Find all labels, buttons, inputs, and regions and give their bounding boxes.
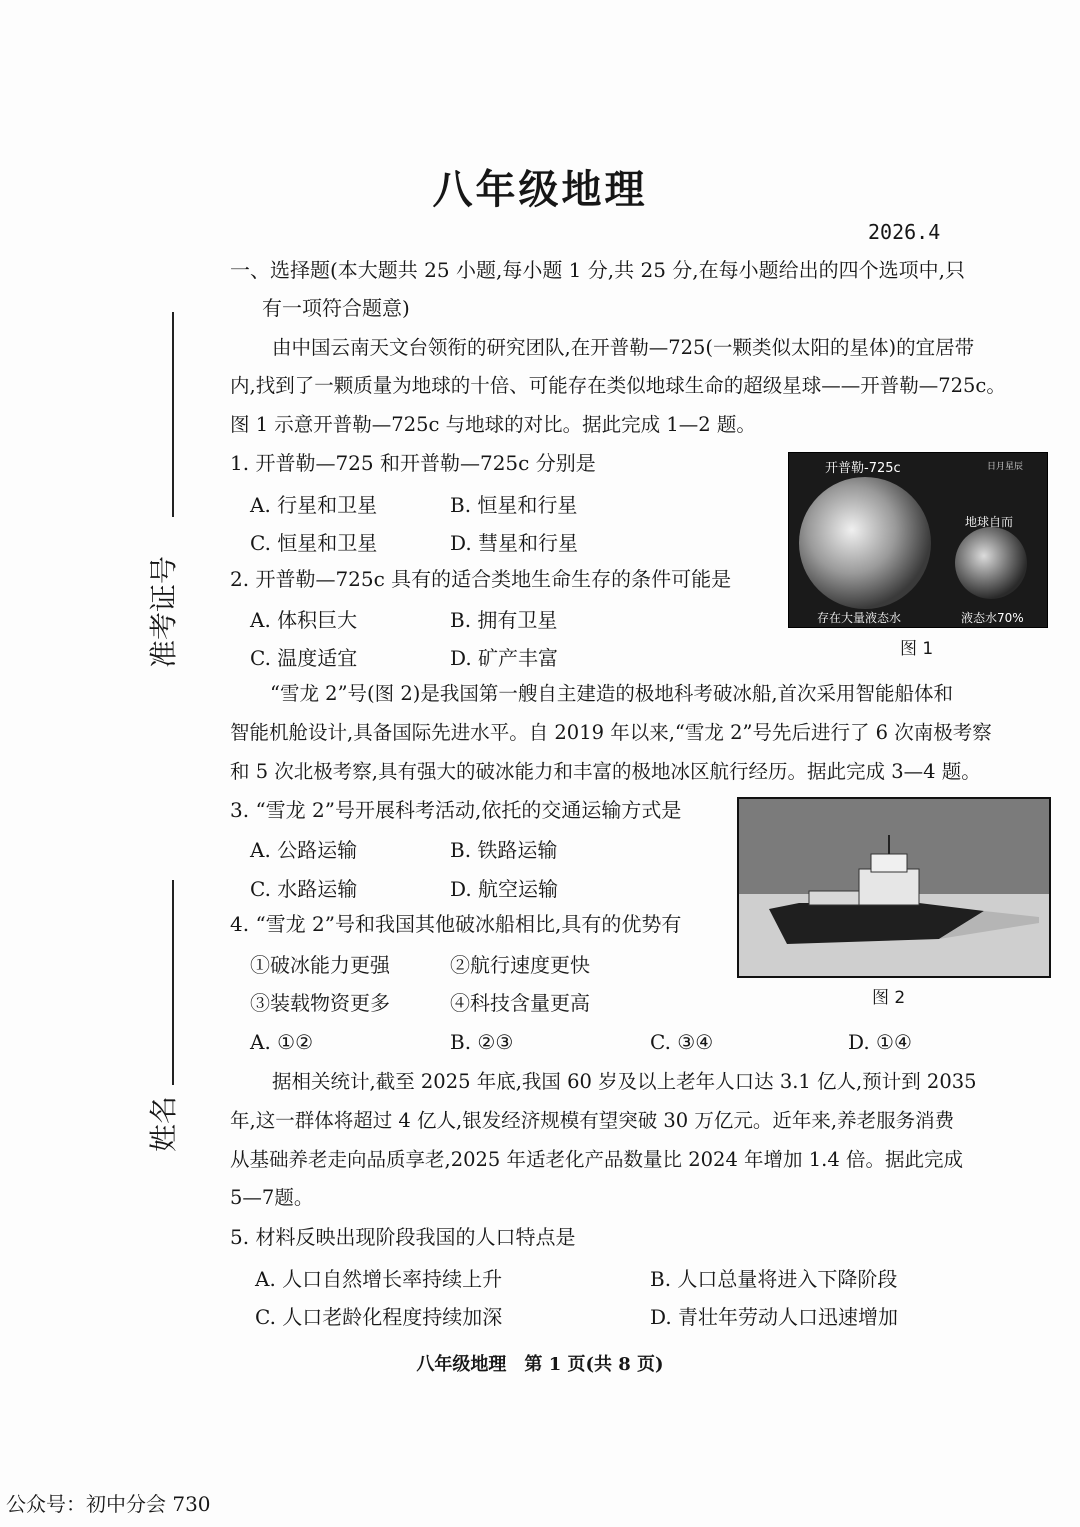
earth-icon [955, 527, 1027, 599]
section-heading: 一、选择题(本大题共 25 小题,每小题 1 分,共 25 分,在每小题给出的四个选项中,只 [230, 258, 965, 282]
passage3-line3: 从基础养老走向品质享老,2025 年适老化产品数量比 2024 年增加 1.4 倍。据此完成 [230, 1148, 963, 1171]
exam-number-blank [172, 312, 174, 517]
q2-option-b: B. 拥有卫星 [450, 608, 558, 632]
q4-statement-2: ②航行速度更快 [450, 953, 590, 977]
q3-option-a: A. 公路运输 [250, 838, 358, 862]
q2-option-c: C. 温度适宜 [250, 646, 358, 670]
q4-stem: 4. “雪龙 2”号和我国其他破冰船相比,具有的优势有 [230, 912, 682, 936]
passage2-line2: 智能机舱设计,具备国际先进水平。自 2019 年以来,“雪龙 2”号先后进行了 6 次南极考察 [230, 721, 992, 744]
q1-option-d: D. 彗星和行星 [450, 531, 579, 555]
q2-stem: 2. 开普勒—725c 具有的适合类地生命生存的条件可能是 [230, 567, 732, 591]
passage2-line1: “雪龙 2”号(图 2)是我国第一艘自主建造的极地科考破冰船,首次采用智能船体和 [270, 682, 954, 705]
exam-number-label: 准考证号 [147, 555, 180, 668]
figure1-label-planet: 开普勒-725c [825, 461, 901, 476]
q5-option-b: B. 人口总量将进入下降阶段 [650, 1267, 898, 1291]
q4-statement-3: ③装载物资更多 [250, 991, 390, 1015]
figure1-label-earth: 地球自而 [965, 515, 1014, 529]
name-blank [172, 880, 174, 1085]
passage1-line2: 内,找到了一颗质量为地球的十倍、可能存在类似地球生命的超级星球——开普勒—725c。 [230, 374, 1006, 397]
q2-option-a: A. 体积巨大 [250, 608, 358, 632]
q3-stem: 3. “雪龙 2”号开展科考活动,依托的交通运输方式是 [230, 798, 682, 822]
figure1-label-corner: 日月星辰 [987, 462, 1024, 472]
exam-date: 2026.4 [868, 220, 941, 244]
passage2-line3: 和 5 次北极考察,具有强大的破冰能力和丰富的极地冰区航行经历。据此完成 3—4 题。 [230, 760, 981, 783]
icebreaker-ship-graphic [739, 799, 1049, 976]
ship-foredeck [809, 891, 859, 905]
figure1-image [788, 452, 1048, 628]
q4-option-d: D. ①④ [848, 1030, 912, 1054]
figure1-bottom-right: 液态水70% [961, 611, 1024, 625]
passage1-line1: 由中国云南天文台领衔的研究团队,在开普勒—725(一颗类似太阳的星体)的宜居带 [272, 336, 975, 359]
q1-stem: 1. 开普勒—725 和开普勒—725c 分别是 [230, 451, 596, 475]
passage3-line4: 5—7题。 [230, 1186, 314, 1209]
kepler-planet-icon [799, 477, 931, 609]
q4-statement-1: ①破冰能力更强 [250, 953, 390, 977]
watermark-text: 公众号：初中分会 730 [6, 1492, 211, 1516]
name-label: 姓名 [147, 1095, 180, 1152]
q4-option-a: A. ①② [250, 1030, 314, 1054]
q5-option-a: A. 人口自然增长率持续上升 [255, 1267, 503, 1291]
q4-option-b: B. ②③ [450, 1030, 514, 1054]
q4-statement-4: ④科技含量更高 [450, 991, 590, 1015]
section-heading-cont: 有一项符合题意) [262, 296, 410, 320]
ship-bridge [871, 854, 907, 872]
page-title: 八年级地理 [432, 167, 648, 213]
passage1-line3: 图 1 示意开普勒—725c 与地球的对比。据此完成 1—2 题。 [230, 413, 756, 436]
q1-option-a: A. 行星和卫星 [250, 493, 378, 517]
page-footer: 八年级地理 第 1 页(共 8 页) [416, 1354, 664, 1375]
q3-option-c: C. 水路运输 [250, 877, 358, 901]
q1-option-b: B. 恒星和行星 [450, 493, 578, 517]
ship-superstructure [859, 869, 919, 905]
figure1-bottom-left: 存在大量液态水 [817, 611, 902, 625]
q1-option-c: C. 恒星和卫星 [250, 531, 378, 555]
q5-option-c: C. 人口老龄化程度持续加深 [255, 1305, 503, 1329]
figure2-image [737, 797, 1051, 978]
q3-option-d: D. 航空运输 [450, 877, 559, 901]
figure2-caption: 图 2 [872, 988, 906, 1008]
figure1-caption: 图 1 [900, 639, 934, 659]
q2-option-d: D. 矿产丰富 [450, 646, 559, 670]
q5-stem: 5. 材料反映出现阶段我国的人口特点是 [230, 1225, 576, 1249]
q4-option-c: C. ③④ [650, 1030, 714, 1054]
planet-comparison-graphic [789, 453, 1047, 627]
q5-option-d: D. 青壮年劳动人口迅速增加 [650, 1305, 899, 1329]
passage3-line2: 年,这一群体将超过 4 亿人,银发经济规模有望突破 30 万亿元。近年来,养老服务消费 [230, 1109, 955, 1132]
q3-option-b: B. 铁路运输 [450, 838, 558, 862]
passage3-line1: 据相关统计,截至 2025 年底,我国 60 岁及以上老年人口达 3.1 亿人,预计到 2035 [272, 1070, 977, 1093]
